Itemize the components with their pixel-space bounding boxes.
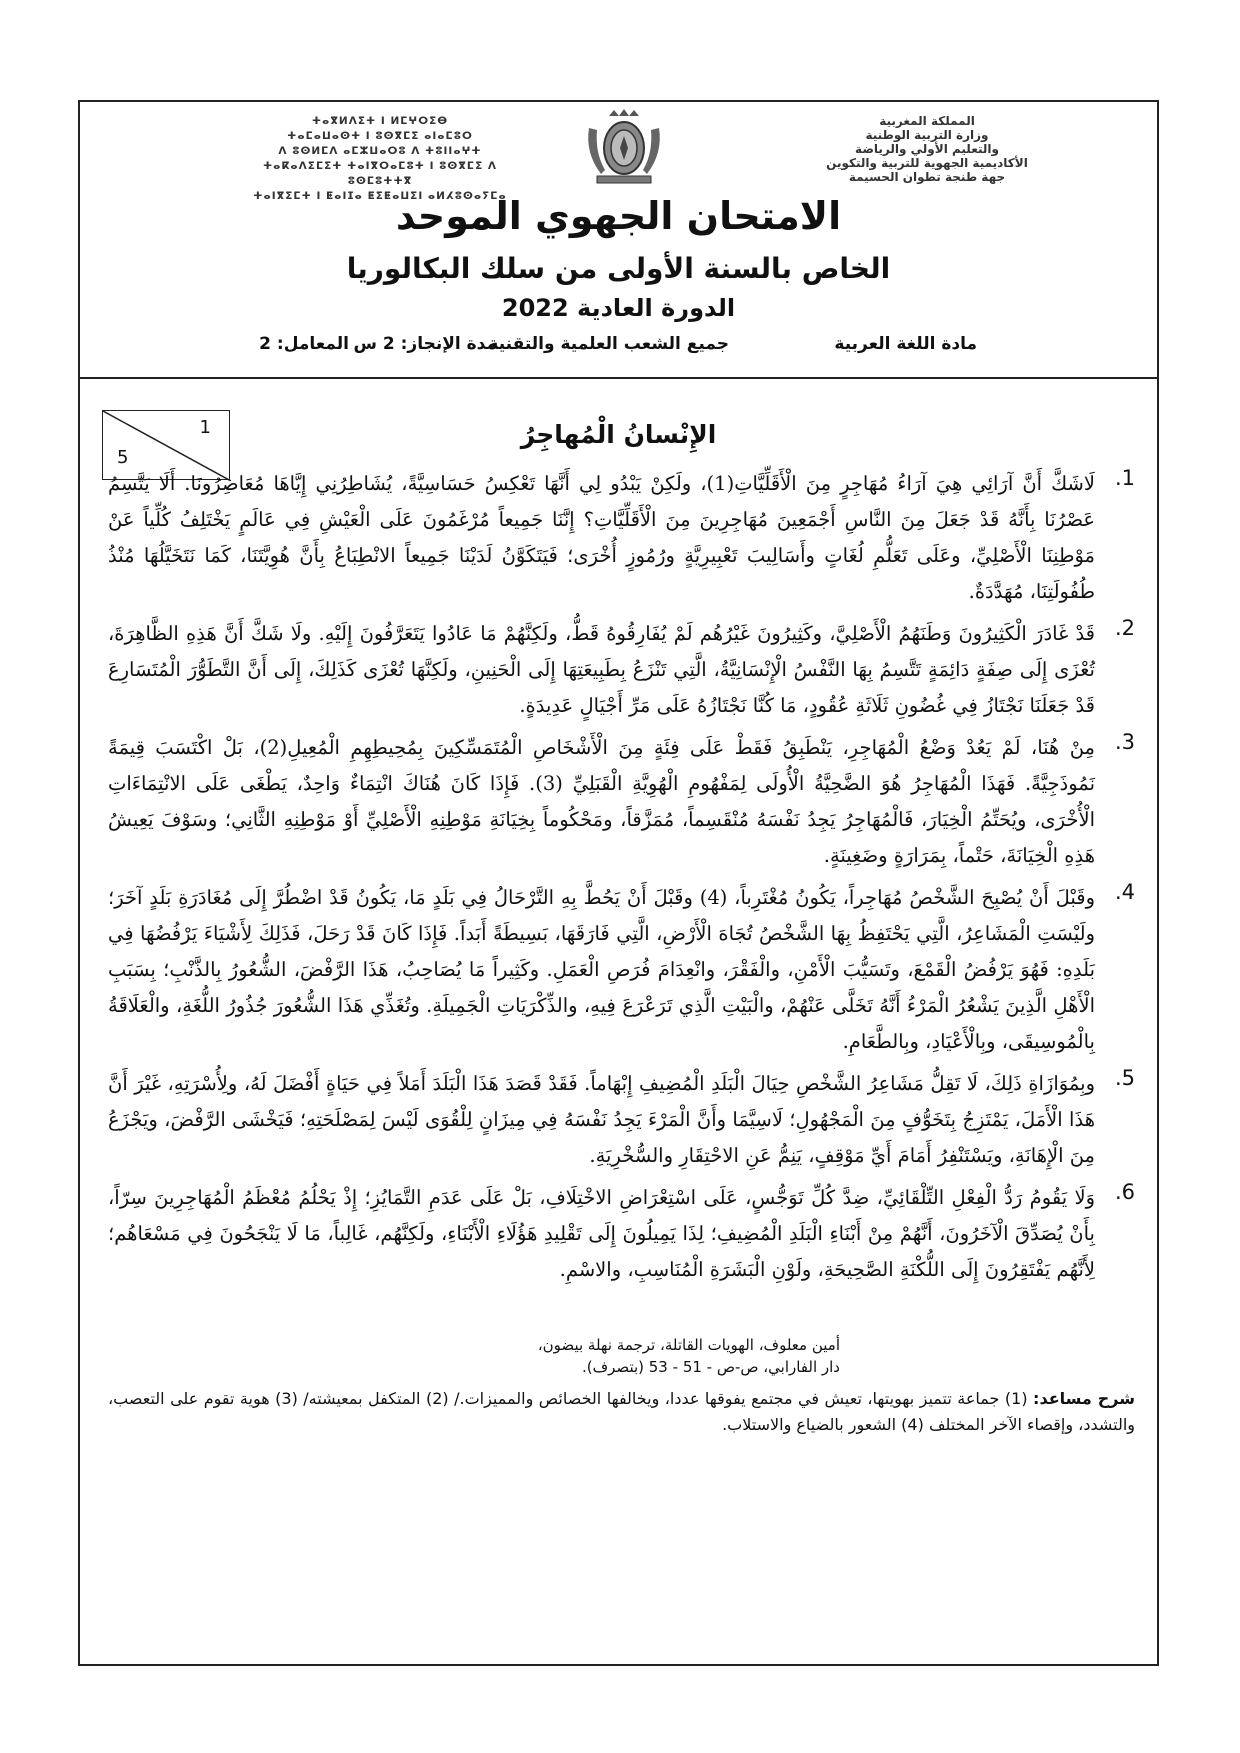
- royal-emblem-icon: [579, 108, 669, 186]
- paragraph-number: 2.: [1114, 616, 1135, 640]
- ministry-header: المملكة المغربية وزارة التربية الوطنية والتعليم الأولي والرياضة الأكاديمية الجهوية للتربية والتكوين جهة طنجة تطوان الحسيمة: [826, 114, 1028, 184]
- text-body: [108, 466, 1135, 1294]
- exam-frame: [78, 100, 1159, 1666]
- exam-info-row: [80, 334, 1157, 364]
- paragraph: [108, 1066, 1135, 1174]
- glossary-label: شرح مساعد:: [1033, 1389, 1135, 1408]
- exam-header: [80, 102, 1157, 379]
- paragraph: [108, 1180, 1135, 1288]
- glossary-text: (1) جماعة تتميز بهويتها، تعيش في مجتمع يفوقها عددا، ويخالفها الخصائص والمميزات./ (2) المتكفل بمعيشته/ (3) هوية تقوم على التعصب، والتشدد، وإقصاء الآخر المختلف (4) الشعور بالضياع والاستلاب.: [108, 1389, 1135, 1434]
- subject-label: مادة اللغة العربية: [834, 334, 977, 354]
- total-pages: 5: [117, 447, 129, 468]
- paragraph-text: وبِمُوَازَاةِ ذَلِكَ، لَا تَقِلُّ مَشَاعِرُ الشَّخْصِ حِيَالَ الْبَلَدِ الْمُضِيفِ إِبْهَاماً. فَقَدْ قَصَدَ هَذَا الْبَلَدَ أَمَلاً فِي حَيَاةٍ أَفْضَلَ لَهُ، ولِأُسْرَتِهِ، غَيْرَ أَنَّ هَذَا الْأَمَلَ، يَمْتَزِجُ بِتَخَوُّفٍ مِنَ الْمَجْهُولِ؛ لَاسِيَّمَا وأَنَّ الْمَرْءَ يَجِدُ نَفْسَهُ فِي مِيزَانٍ لِلْقُوَى لَيْسَ لِمَصْلَحَتِهِ؛ فَيَخْشَى الرَّفْضَ، ويَجْزَعُ مِنَ الْإِهَانَةِ، ويَسْتَنْفِرُ أَمَامَ أَيِّ مَوْقِفٍ، يَنِمُّ عَنِ الاحْتِقَارِ والسُّخْرِيَةِ.: [108, 1072, 1095, 1167]
- duration-label: مدة الإنجاز: 2 س: [353, 334, 497, 354]
- paragraph-text: لَاشَكَّ أَنَّ آرَائِي هِيَ آرَاءُ مُهَاجِرٍ مِنَ الْأَقَلِّيَّاتِ(1)، ولَكِنْ يَبْدُو لِي أَنَّهَا تَعْكِسُ حَسَاسِيَّةً، يُشَاطِرُنِي إِيَّاهَا مُعَاصِرُونَا. أَلَا يَتَّسِمُ عَصْرُنَا بِأَنَّهُ قَدْ جَعَلَ مِنَ النَّاسِ أَجْمَعِينَ مُهَاجِرِينَ مِنَ الْأَقَلِّيَّاتِ؟ إِنَّنَا جَمِيعاً مُرْغَمُونَ عَلَى الْعَيْشِ فِي عَالَمٍ يَخْتَلِفُ كُلِّياً عَنْ مَوْطِنِنَا الْأَصْلِيِّ، وعَلَى تَعَلُّمِ لُغَاتٍ وأَسَالِيبَ تَعْبِيرِيَّةٍ ورُمُوزٍ أُخْرَى؛ فَيَتَكَوَّنُ لَدَيْنَا جَمِيعاً الانْطِبَاعُ بِأَنَّ هُوِيَّتَنَا، كَمَا نَتَخَيَّلُهَا مُنْذُ طُفُولَتِنَا، مُهَدَّدَةٌ.: [108, 472, 1096, 603]
- paragraph-number: 6.: [1114, 1180, 1135, 1204]
- tifinagh-header: ⵜⴰⴳⵍⴷⵉⵜ ⵏ ⵍⵎⵖⵔⵉⴱ ⵜⴰⵎⴰⵡⴰⵙⵜ ⵏ ⵓⵙⴳⵎⵉ ⴰⵏⴰⵎⵓⵔ ⴷ ⵓⵙⵍⵎⴷ ⴰⵎⵣⵡⴰⵔⵓ ⴷ ⵜⵓⵏⵏⴰⵖⵜ ⵜⴰⴽⴰⴷⵉⵎⵉⵜ ⵜⴰⵏⴳⵔⴰⵎⵓⵜ ⵏ ⵓⵙⴳⵎⵉ ⴷ ⵓⵙⵎⵓⵜⵜⴳ ⵜⴰⵏⴳⵉⵎⵜ ⵏ ⵟⴰⵏⵊⴰ ⵟⵉⵟⴰⵡⵉⵏ ⴰⵍⵃⵓⵙⴰⵢⵎⴰ: [253, 115, 507, 202]
- paragraph-number: 4.: [1114, 880, 1135, 904]
- paragraph-number: 1.: [1114, 466, 1135, 490]
- current-page: 1: [199, 417, 211, 438]
- text-title: الإِنْسانُ الْمُهاجِرُ: [520, 420, 717, 449]
- paragraph-text: وقَبْلَ أَنْ يُصْبِحَ الشَّخْصُ مُهَاجِراً، يَكُونُ مُغْتَرِباً، (4) وقَبْلَ أَنْ يَحُطَّ بِهِ التَّرْحَالُ فِي بَلَدٍ مَا، يَكُونُ قَدْ اضْطُرَّ إِلَى مُغَادَرَةِ بَلَدٍ آخَرَ؛ ولَيْسَتِ الْمَشَاعِرُ، الَّتِي يَحْتَفِظُ بِهَا الشَّخْصُ تُجَاهَ الْأَرْضِ، الَّتِي فَارَقَهَا، بَسِيطَةً أَبَداً. فَإِذَا كَانَ قَدْ رَحَلَ، فَذَلِكَ لِأَشْيَاءَ يَرْفُضُهَا فِي بَلَدِهِ: فَهُوَ يَرْفُضُ الْقَمْعَ، وتَسَيُّبَ الْأَمْنِ، والْفَقْرَ، وانْعِدَامَ فُرَصِ الْعَمَلِ. وكَثِيراً مَا يُصَاحِبُ، هَذَا الرَّفْضَ، الشُّعُورُ بِالذَّنْبِ؛ بِسَبَبِ الْأَهْلِ الَّذِينَ يَشْعُرُ الْمَرْءُ أَنَّهُ تَخَلَّى عَنْهُمْ، والْبَيْتِ الَّذِي تَرَعْرَعَ فِيهِ، والذِّكْرَيَاتِ الْجَمِيلَةِ. وتُغَذِّي هَذَا الشُّعُورَ جُذُورُ اللُّغَةِ، والْعَلَاقَةُ بِالْمُوسِيقَى، وبِالْأَعْيَادِ، وبِالطَّعَامِ.: [108, 886, 1095, 1053]
- paragraph-text: وَلَا يَقُومُ رَدُّ الْفِعْلِ التِّلْقَائِيِّ، ضِدَّ كُلِّ تَوَجُّسٍ، عَلَى اسْتِعْرَاضِ الاخْتِلَافِ، بَلْ عَلَى عَدَمِ التَّمَايُزِ؛ إِذْ يَحْلُمُ مُعْظَمُ الْمُهَاجِرِينَ سِرّاً، بِأَنْ يُصَدِّقَ الْآخَرُونَ، أَنَّهُمْ مِنْ أَبْنَاءِ الْبَلَدِ الْمُضِيفِ؛ لِذَا يَمِيلُونَ إِلَى تَقْلِيدِ هَؤُلَاءِ الْأَبْنَاءِ، ولَكِنَّهُم، غَالِباً، مَا لَا يَنْجَحُونَ فِي مَسْعَاهُم؛ لِأَنَّهُم يَفْتَقِرُونَ إِلَى اللُّكْنَةِ الصَّحِيحَةِ، ولَوْنِ الْبَشَرَةِ الْمُنَاسِبِ، والاسْمِ.: [108, 1186, 1095, 1281]
- paragraph: [108, 730, 1135, 874]
- paragraph-text: قَدْ غَادَرَ الْكَثِيرُونَ وَطَنَهُمُ الْأَصْلِيَّ، وكَثِيرُونَ غَيْرُهُم لَمْ يُفَارِقُوهُ قَطُّ، ولَكِنَّهُمْ مَا عَادُوا يَتَعَرَّفُونَ إِلَيْهِ. ولَا شَكَّ أَنَّ هَذِهِ الظَّاهِرَةَ، تُعْزَى إِلَى صِفَةٍ دَائِمَةٍ تَتَّسِمُ بِهَا النَّفْسُ الْإِنْسَانِيَّةُ، الَّتِي تَنْزَعُ بِطَبِيعَتِهَا إِلَى الْحَنِينِ، ولَكِنَّهَا تُعْزَى كَذَلِكَ، إِلَى أَنَّ التَّطَوُّرَ الْمُتَسَارِعَ قَدْ جَعَلَنَا نَجْتَازُ فِي غُضُونِ ثَلَاثَةِ عُقُودٍ، مَا كُنَّا نَجْتَازُهُ عَلَى مَرِّ أَجْيَالٍ عَدِيدَةٍ.: [108, 622, 1095, 717]
- paragraph-text: مِنْ هُنَا، لَمْ يَعُدْ وَضْعُ الْمُهَاجِرِ، يَنْطَبِقُ فَقَطْ عَلَى فِئَةٍ مِنَ الْأَشْخَاصِ الْمُتَمَسِّكِينَ بِمُحِيطِهِمِ الْمُعِيلِ(2)، بَلْ اكْتَسَبَ قِيمَةً نَمُوذَجِيَّةً. فَهَذَا الْمُهَاجِرُ هُوَ الضَّحِيَّةُ الْأُولَى لِمَفْهُومِ الْهُوِيَّةِ الْقَبَلِيِّ (3). فَإِذَا كَانَ هُنَاكَ انْتِمَاءٌ وَاحِدٌ، يَطْغَى عَلَى الانْتِمَاءَاتِ الْأُخْرَى، ويُحَتِّمُ الْخِيَارَ، فَالْمُهَاجِرُ يَجِدُ نَفْسَهُ مُنْقَسِماً، مُمَزَّقاً، ومَحْكُوماً بِخِيَانَةِ مَوْطِنِهِ الْأَصْلِيِّ أَوْ مَوْطِنِهِ الثَّانِي؛ وسَوْفَ يَعِيشُ هَذِهِ الْخِيَانَةَ، حَتْماً، بِمَرَارَةٍ وضَغِينَةٍ.: [108, 736, 1095, 867]
- streams-label: جميع الشعب العلمية والتقنية: [488, 334, 729, 354]
- paragraph: [108, 880, 1135, 1060]
- exam-title: الامتحان الجهوي الموحد: [395, 194, 842, 238]
- paragraph: [108, 616, 1135, 724]
- paragraph-number: 3.: [1114, 730, 1135, 754]
- paragraph-number: 5.: [1114, 1066, 1135, 1090]
- exam-session: الدورة العادية 2022: [501, 294, 736, 322]
- paragraph: [108, 466, 1135, 610]
- exam-subtitle: الخاص بالسنة الأولى من سلك البكالوريا: [346, 252, 891, 285]
- source-citation: أمين معلوف، الهويات القاتلة، ترجمة نهلة بيضون، دار الفارابي، ص-ص - 51 - 53 (بتصرف).: [537, 1336, 840, 1376]
- glossary: [108, 1386, 1135, 1438]
- coefficient-label: المعامل: 2: [259, 334, 349, 354]
